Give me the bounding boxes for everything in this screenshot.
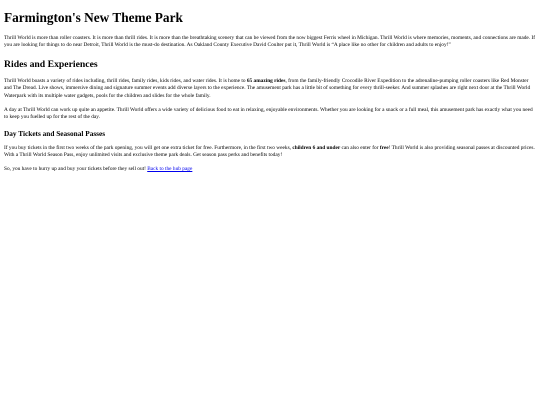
rides-text-end: , from the family-friendly Crocodile River Expedition to the adrenaline-pumping roller coasters like Red Monster and The Dread. Live shows, immersive dining and signature summer events add diverse layers to the experience. The amusement park has a little bit of something for every thrill-seeker. And summer splashes are right next door at the Thrill World Waterpark with its multiple water gadgets, pools for the children and slides for the whole family. — [4, 77, 531, 99]
closing-paragraph — [4, 166, 535, 173]
rides-paragraph — [4, 78, 535, 100]
free-highlight: free — [379, 144, 389, 151]
page-title: Farmington's New Theme Park — [4, 10, 183, 25]
tickets-heading: Day Tickets and Seasonal Passes — [4, 128, 106, 138]
tickets-text-start: If you buy tickets in the first two weeks of the park opening, you will get one extra ticket for free. Furthermore, in the first two weeks, — [4, 144, 293, 151]
closing-text: So, you have to hurry up and buy your tickets before they sell out! — [4, 166, 148, 173]
intro-paragraph: Thrill World is more than roller coasters. It is more than thrill rides. It is more than the breathtaking scenery that can be viewed from the now biggest Ferris wheel in Michigan. Thrill World is where memories, moments, and connections are made. If you are looking for things to do near Detroit, Thrill World is the must-do destination. As Oakland County Executive David Coulter put it, Thrill World is “A place like no other for children and adults to enjoy!” — [4, 34, 535, 48]
hub-page-link[interactable]: Back to the hub page — [147, 166, 193, 173]
tickets-text-mid: can also enter for — [340, 144, 380, 151]
children-highlight: children 6 and under — [292, 144, 341, 151]
rides-heading: Rides and Experiences — [4, 59, 98, 71]
rides-text-start: Thrill World boasts a variety of rides including, thrill rides, family rides, kids rides, and water rides. It is home to — [4, 77, 247, 84]
tickets-text-end: ! Thrill World is also providing seasonal passes at discounted prices. With a Thrill World Season Pass, enjoy unlimited visits and exclusive theme park deals. Get season pass perks and benefits today! — [4, 144, 535, 158]
food-paragraph: A day at Thrill World can work up quite an appetite. Thrill World offers a wide variety of delicious food to eat in relaxing, enjoyable environments. Whether you are looking for a snack or a full meal, this amusement park has exactly what you need to keep you fuelled up for the rest of the day. — [4, 107, 533, 121]
rides-count-highlight: 65 amazing rides — [246, 77, 286, 84]
page-content — [0, 0, 540, 174]
tickets-paragraph — [4, 145, 535, 160]
